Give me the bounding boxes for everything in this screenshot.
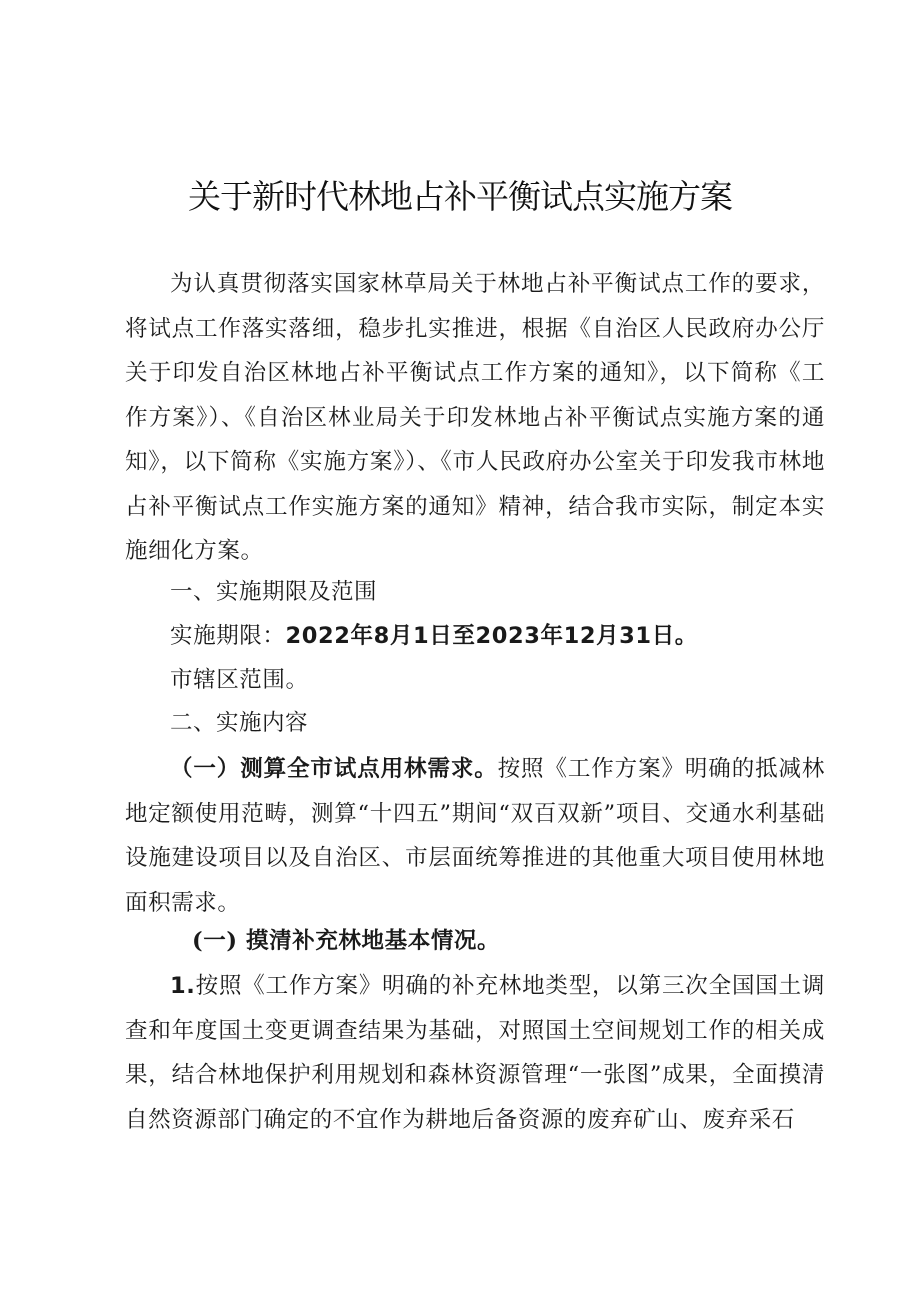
scope-text: 市辖区范围。 [170,667,309,693]
period-value: 2022年8月1日至2023年12月31日。 [285,623,698,649]
sub-item-1-paragraph [125,964,825,1142]
intro-paragraph: 为认真贯彻落实国家林草局关于林地占补平衡试点工作的要求，将试点工作落实落细，稳步扎实推进，根据《自治区人民政府办公厅关于印发自治区林地占补平衡试点工作方案的通知》，以下简称《工作方案》）、《自治区林业局关于印发林地占补平衡试点实施方案的通知》，以下简称《实施方案》）、《市人民政府办公室关于印发我市林地占补平衡试点工作实施方案的通知》精神，结合我市实际，制定本实施细化方案。 [125,271,825,564]
item-1-body: 按照《工作方案》明确的抵减林地定额使用范畴，测算“十四五”期间“双百双新”项目、交通水利基础设施建设项目以及自治区、市层面统筹推进的其他重大项目使用林地面积需求。 [125,756,825,916]
period-label: 实施期限： [170,623,286,649]
item-1-title: （一）测算全市试点用林需求。 [170,756,498,782]
document-title: 关于新时代林地占补平衡试点实施方案 [188,177,732,216]
implementation-period [170,614,698,658]
item-1-paragraph [125,747,825,925]
section-1-heading: 一、实施期限及范围 [170,579,378,605]
sub-item-1-body: 按照《工作方案》明确的补充林地类型，以第三次全国国土调查和年度国土变更调查结果为基础，对照国土空间规划工作的相关成果，结合林地保护利用规划和森林资源管理“一张图”成果，全面摸清自然资源部门确定的不宜作为耕地后备资源的废弃矿山、废弃采石 [125,973,825,1133]
item-2-title: (一) 摸清补充林地基本情况。 [192,928,501,954]
sub-item-1-number: 1. [170,973,196,999]
section-2-heading: 二、实施内容 [170,710,309,736]
